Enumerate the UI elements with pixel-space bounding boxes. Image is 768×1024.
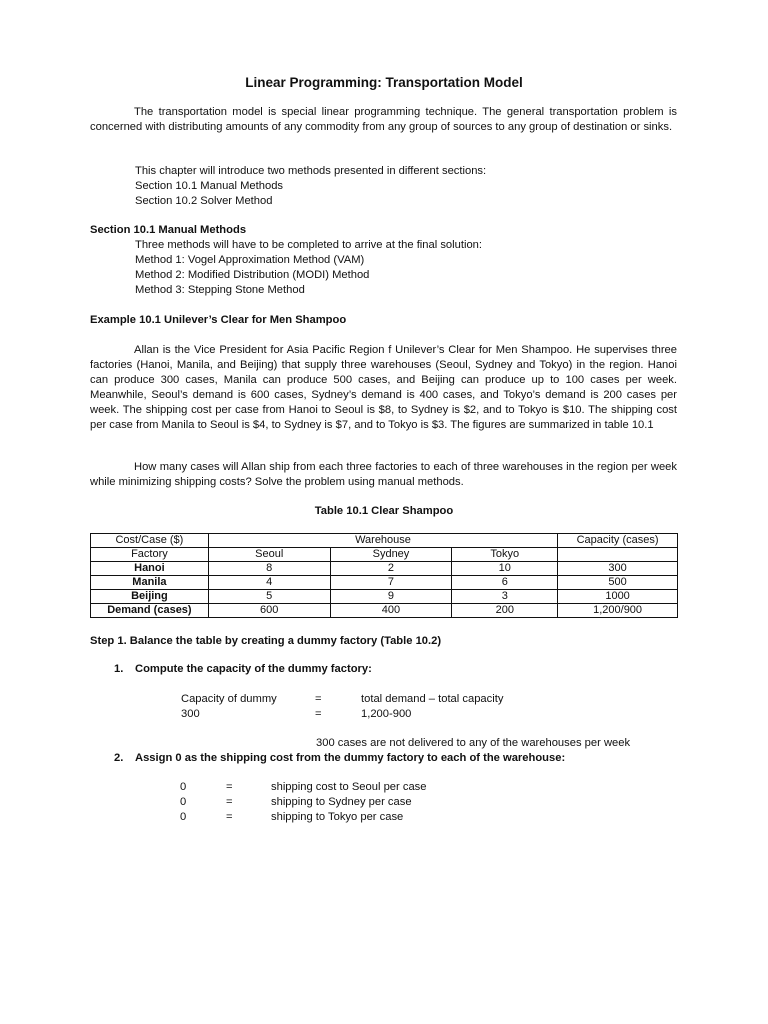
- equation-lhs: 300: [181, 708, 200, 720]
- table-caption: Table 10.1 Clear Shampoo: [314, 505, 454, 517]
- table-header-cell: Sydney: [330, 548, 452, 562]
- table-cell: 400: [330, 604, 452, 618]
- methods-intro: Three methods will have to be completed to arrive at the final solution:: [135, 239, 482, 251]
- equation-operator: =: [226, 781, 233, 793]
- method-item: Method 2: Modified Distribution (MODI) Method: [135, 269, 370, 281]
- list-item-text: Compute the capacity of the dummy factory:: [135, 663, 372, 675]
- table-row: [91, 576, 678, 590]
- table-cell: 4: [208, 576, 330, 590]
- table-cell: 10: [452, 562, 558, 576]
- section-list-item: Section 10.2 Solver Method: [135, 195, 273, 207]
- table-header-cell: Factory: [91, 548, 209, 562]
- table-header-cell: Warehouse: [208, 534, 557, 548]
- question-paragraph: How many cases will Allan ship from each three factories to each of three warehouses in the region per week while minimizing shipping costs? Solve the problem using manual methods.: [90, 461, 677, 488]
- table-cell: Hanoi: [91, 562, 209, 576]
- table-row: [91, 590, 678, 604]
- equation-rhs: shipping to Sydney per case: [271, 796, 412, 808]
- equation-rhs: shipping cost to Seoul per case: [271, 781, 427, 793]
- intro-paragraph: The transportation model is special linear programming technique. The general transportation problem is concerned with distributing amounts of any commodity from any group of sources to any group of destination or sinks.: [90, 106, 677, 133]
- method-item: Method 1: Vogel Approximation Method (VAM): [135, 254, 365, 266]
- table-row: [91, 604, 678, 618]
- table-cell: 1,200/900: [558, 604, 678, 618]
- table-cell: 7: [330, 576, 452, 590]
- table-cell: 5: [208, 590, 330, 604]
- table-header-row: [91, 548, 678, 562]
- table-header-row: [91, 534, 678, 548]
- table-cell: 9: [330, 590, 452, 604]
- table-header-cell: Seoul: [208, 548, 330, 562]
- table-cell: 2: [330, 562, 452, 576]
- section-heading: Section 10.1 Manual Methods: [90, 224, 247, 236]
- equation-lhs: 0: [180, 796, 187, 808]
- step-heading: Step 1. Balance the table by creating a dummy factory (Table 10.2): [90, 635, 442, 647]
- equation-operator: =: [226, 796, 233, 808]
- equation-lhs: 0: [180, 811, 187, 823]
- equation-lhs: Capacity of dummy: [181, 693, 277, 705]
- table-cell: 8: [208, 562, 330, 576]
- table-cell: Manila: [91, 576, 209, 590]
- table-cell: 3: [452, 590, 558, 604]
- table-cell: 300: [558, 562, 678, 576]
- table-cell: Beijing: [91, 590, 209, 604]
- list-number: 2.: [114, 752, 124, 764]
- table-header-cell: Capacity (cases): [558, 534, 678, 548]
- table-cell: 500: [558, 576, 678, 590]
- method-item: Method 3: Stepping Stone Method: [135, 284, 305, 296]
- table-cell: 600: [208, 604, 330, 618]
- section-list-item: Section 10.1 Manual Methods: [135, 180, 284, 192]
- table-row: [91, 562, 678, 576]
- equation-lhs: 0: [180, 781, 187, 793]
- table-cell: Demand (cases): [91, 604, 209, 618]
- chapter-intro: This chapter will introduce two methods presented in different sections:: [135, 165, 487, 177]
- table-cell: 6: [452, 576, 558, 590]
- page-title: Linear Programming: Transportation Model: [245, 75, 523, 90]
- example-heading: Example 10.1 Unilever’s Clear for Men Shampoo: [90, 314, 347, 326]
- example-paragraph: Allan is the Vice President for Asia Pacific Region f Unilever’s Clear for Men Shampoo. He supervises three factories (Hanoi, Manila, and Beijing) that supply three warehouses (Seoul, Sydney and Tokyo) in the region. Hanoi can produce 300 cases, Manila can produce 500 cases, and Beijing can produce up to 100 cases per week. Meanwhile, Seoul’s demand is 600 cases, Sydney’s demand is 400 cases, and Tokyo’s demand is 200 cases per week. The shipping cost per case from Hanoi to Seoul is $8, to Sydney is $2, and to Tokyo is $10. The shipping cost per case from Manila to Seoul is $4, to Sydney is $7, and to Tokyo is $3. The figures are summarized in table 10.1: [90, 344, 677, 431]
- equation-rhs: shipping to Tokyo per case: [271, 811, 404, 823]
- table-header-cell: Tokyo: [452, 548, 558, 562]
- list-number: 1.: [114, 663, 124, 675]
- table-cell: 200: [452, 604, 558, 618]
- cost-table: [90, 533, 678, 618]
- equation-operator: =: [315, 693, 322, 705]
- equation-operator: =: [226, 811, 233, 823]
- equation-rhs: total demand – total capacity: [361, 693, 504, 705]
- list-item-text: Assign 0 as the shipping cost from the dummy factory to each of the warehouse:: [135, 752, 566, 764]
- note-text: 300 cases are not delivered to any of the warehouses per week: [316, 737, 631, 749]
- table-cell: 1000: [558, 590, 678, 604]
- equation-operator: =: [315, 708, 322, 720]
- equation-rhs: 1,200-900: [361, 708, 412, 720]
- table-header-cell: Cost/Case ($): [91, 534, 209, 548]
